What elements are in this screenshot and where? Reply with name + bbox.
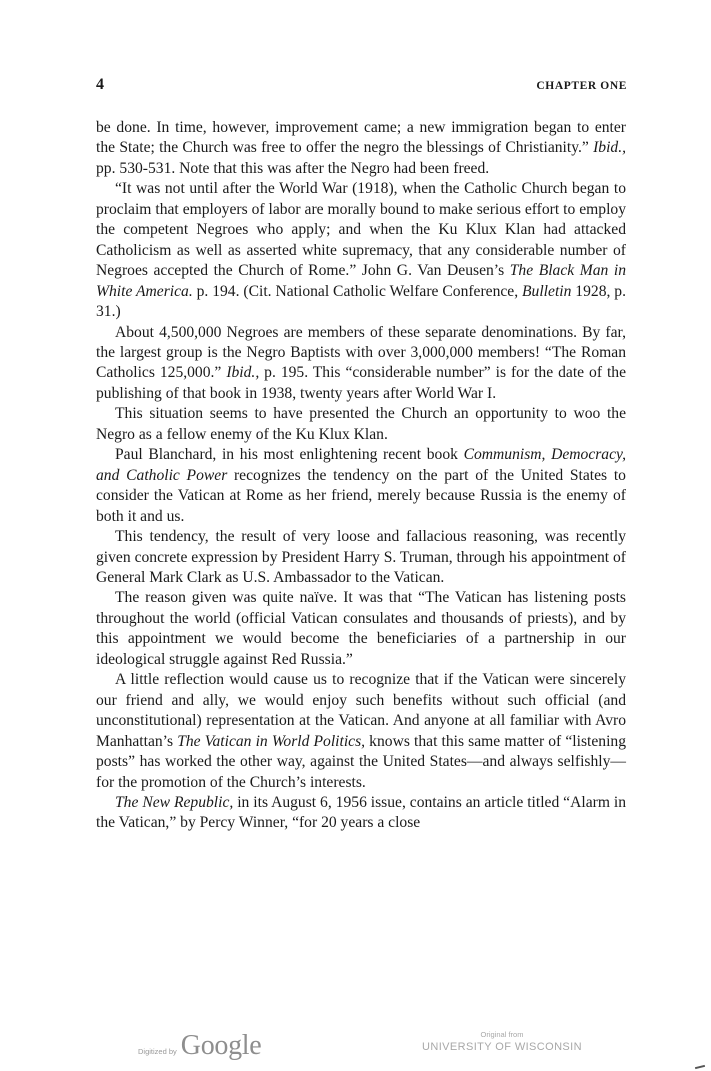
text-run: 1928, p. 31.) [96, 282, 626, 321]
text-run: About 4,500,000 Negroes are members of these separate denominations. By far, the largest group is the Negro Baptists with over 3,000,000 members! “The Roman Catholics 125,000.” [96, 323, 626, 382]
paragraph [96, 670, 626, 793]
italic-citation: Ibid., [226, 364, 260, 382]
italic-book-title: Communism, Democracy, and Catholic Power [96, 446, 626, 484]
paragraph [96, 118, 626, 179]
paragraph [96, 404, 626, 445]
paragraph [96, 527, 626, 588]
text-run: This tendency, the result of very loose and fallacious reasoning, was recently given concrete expression by President Harry S. Truman, through his appointment of General Mark Clark as U.S. Ambassador to the Vatican. [96, 528, 626, 586]
paragraph [96, 588, 626, 670]
text-run: knows that this same matter of “listening posts” has worked the other way, against the United States—and always selfishly—for the promotion of the Church’s interests. [96, 732, 626, 791]
text-run: “It was not until after the World War (1918), when the Catholic Church began to proclaim that employers of labor are morally bound to make serious effort to employ the competent Negroes who apply; and when the Ku Klux Klan had attacked Catholicism as well as asserted white supremacy, that any considerable number of Negroes accepted the Church of Rome.” John G. Van Deusen’s [96, 180, 626, 280]
italic-book-title: The Black Man in White America. [96, 262, 626, 300]
running-head: CHAPTER ONE [536, 80, 627, 92]
text-run: recognizes the tendency on the part of the United States to consider the Vatican at Rome as her friend, merely because Russia is the enemy of both it and us. [96, 466, 626, 525]
paragraph [96, 179, 626, 322]
italic-publication-title: Bulletin [522, 282, 572, 300]
paragraph [96, 323, 626, 405]
page-number: 4 [96, 76, 104, 93]
text-run: This situation seems to have presented the Church an opportunity to woo the Negro as a fellow enemy of the Ku Klux Klan. [96, 405, 626, 443]
body-text [96, 118, 626, 834]
digitized-by-label: Digitized by [138, 1047, 177, 1056]
text-run: p. 195. This “considerable number” is for the date of the publishing of that book in 1938, twenty years after World War I. [96, 364, 627, 402]
italic-book-title: The Vatican in World Politics, [177, 732, 366, 750]
original-from-label: Original from [480, 1030, 524, 1039]
text-run: pp. 530-531. Note that this was after the Negro had been freed. [96, 159, 490, 177]
text-run: in its August 6, 1956 issue, contains an article titled “Alarm in the Vatican,” by Percy Winner, “for 20 years a close [96, 793, 626, 832]
institution-name: UNIVERSITY OF WISCONSIN [422, 1041, 582, 1053]
italic-publication-title: The New Republic, [115, 793, 234, 811]
text-run: Paul Blanchard, in his most enlightening recent book [115, 446, 464, 464]
text-run: be done. In time, however, improvement came; a new immigration began to enter the State; the Church was free to offer the negro the blessings of Christianity.” [96, 119, 626, 157]
text-run: A little reflection would cause us to recognize that if the Vatican were sincerely our friend and ally, we would enjoy such benefits without such official (and unconstitutional) representation at the Vatican. And anyone at all familiar with Avro Manhattan’s [96, 671, 626, 750]
google-logo: Google [180, 1030, 262, 1061]
paragraph [96, 793, 626, 834]
scan-artifact [695, 1065, 705, 1069]
paragraph [96, 445, 626, 527]
italic-citation: Ibid., [593, 139, 626, 157]
text-run: The reason given was quite naïve. It was that “The Vatican has listening posts throughout the world (official Vatican consulates and thousands of priests), and by this appointment we would become the beneficiaries of a partnership in our ideological struggle against Red Russia.” [96, 589, 626, 668]
digitization-credit [138, 1030, 261, 1062]
source-credit [418, 1030, 586, 1054]
text-run: p. 194. (Cit. National Catholic Welfare Conference, [192, 282, 523, 300]
